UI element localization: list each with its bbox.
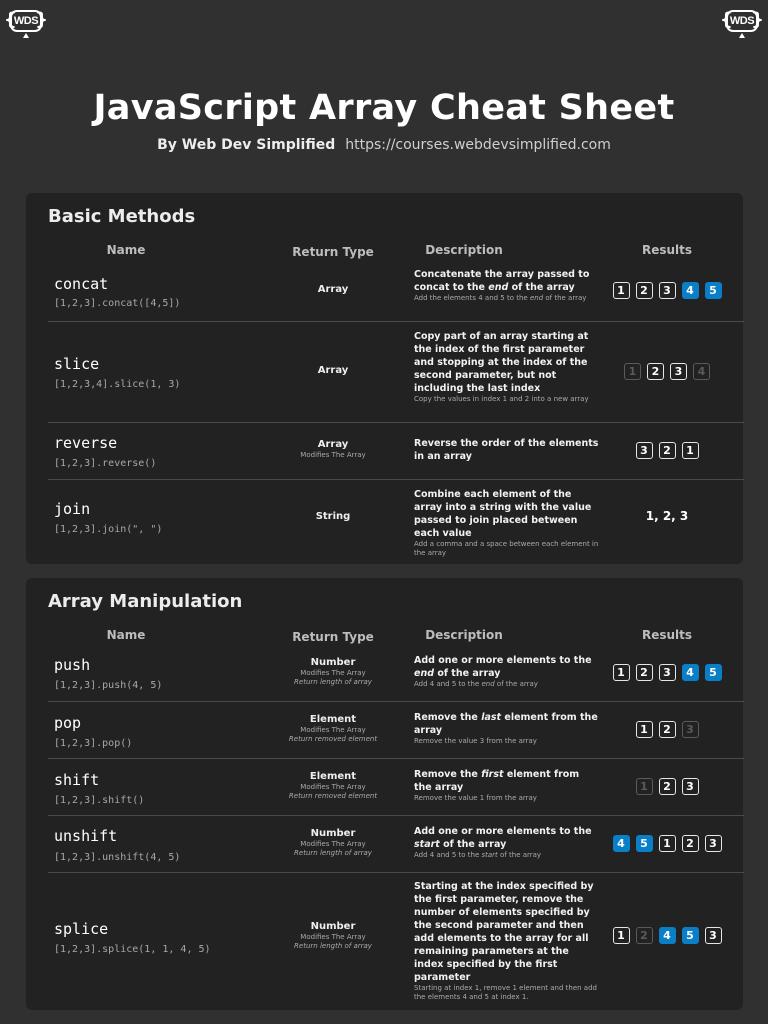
- description-example: Add 4 and 5 to the end of the array: [414, 680, 538, 688]
- logo-text: WDS: [10, 10, 42, 32]
- section-title: Basic Methods: [48, 206, 196, 227]
- modifies-note: Modifies The Array: [300, 933, 366, 941]
- result-value-box: 2: [647, 363, 664, 380]
- result-value-box: 1: [659, 835, 676, 852]
- method-row-join: [48, 480, 744, 558]
- method-example: [1,2,3].concat([4,5]): [54, 298, 181, 309]
- col-description: Description: [425, 243, 503, 257]
- method-name: concat: [54, 275, 109, 293]
- result-value-box: 2: [659, 721, 676, 738]
- result-value-box: 2: [659, 778, 676, 795]
- course-link[interactable]: https://courses.webdevsimplified.com: [345, 137, 611, 153]
- result-value-box: 5: [682, 927, 699, 944]
- wds-logo-right: [722, 8, 762, 38]
- author-credit: By Web Dev Simplified: [157, 137, 336, 153]
- return-type-value: Element: [309, 771, 357, 782]
- result-value-box: 5: [705, 282, 722, 299]
- returns-note: Return length of array: [294, 678, 372, 686]
- description-example: Add a comma and a space between each element in the array: [414, 540, 599, 557]
- method-example: [1,2,3].shift(): [54, 795, 145, 806]
- result-value-box: 3: [705, 927, 722, 944]
- method-example: [1,2,3].splice(1, 1, 4, 5): [54, 944, 211, 955]
- wds-logo-left: [6, 8, 46, 38]
- result-value-box: 3: [705, 835, 722, 852]
- method-name: unshift: [54, 827, 118, 845]
- description-example: Remove the value 3 from the array: [414, 737, 537, 745]
- description-example: Add the elements 4 and 5 to the end of the array: [414, 294, 587, 302]
- result-value-box: 1: [613, 664, 630, 681]
- method-example: [1,2,3].reverse(): [54, 458, 157, 469]
- section-title: Array Manipulation: [48, 591, 243, 612]
- description-example: Remove the value 1 from the array: [414, 794, 537, 802]
- description-text: Concatenate the array passed to concat to the end of the array: [414, 269, 590, 293]
- return-type-value: Number: [310, 657, 356, 668]
- method-name: reverse: [54, 434, 118, 452]
- col-name: Name: [106, 243, 146, 257]
- method-row-shift: [48, 759, 744, 816]
- result-value-box: 1: [613, 927, 630, 944]
- return-type: [278, 714, 388, 744]
- brace-left-icon: {: [720, 9, 733, 30]
- description: [414, 437, 600, 463]
- result-value-box: 1: [624, 363, 641, 380]
- return-type: [278, 511, 388, 522]
- result-value-box: 3: [682, 778, 699, 795]
- description: [414, 654, 600, 689]
- col-results: Results: [641, 628, 693, 642]
- basic-methods-card: [26, 193, 743, 564]
- result-value-box: 4: [613, 835, 630, 852]
- description-text: Copy part of an array starting at the index of the first parameter and stopping at the index of the second parameter, but not including the last index: [414, 331, 589, 394]
- return-type-value: Number: [310, 828, 356, 839]
- return-type: [278, 921, 388, 951]
- return-type: [278, 439, 388, 460]
- return-type: [278, 284, 388, 295]
- col-return-type: Return Type: [292, 245, 374, 259]
- col-results: Results: [641, 243, 693, 257]
- modifies-note: Modifies The Array: [300, 726, 366, 734]
- col-description: Description: [425, 628, 503, 642]
- array-manipulation-card: [26, 578, 743, 1010]
- return-type-value: Element: [309, 714, 357, 725]
- method-row-reverse: [48, 423, 744, 480]
- result-boxes: [603, 363, 731, 380]
- description-example: Copy the values in index 1 and 2 into a new array: [414, 395, 589, 403]
- description-text: Starting at the index specified by the first parameter, remove the number of elements specified by the second parameter and then add elements to the array for all remaining parameters at the index specified by the first parameter: [414, 881, 594, 983]
- return-type-value: Number: [310, 921, 356, 932]
- result-value-box: 3: [659, 664, 676, 681]
- logo-text: WDS: [726, 10, 758, 32]
- result-boxes: [603, 927, 731, 944]
- return-type-value: Array: [317, 439, 349, 450]
- brace-right-icon: }: [35, 9, 48, 30]
- modifies-note: Modifies The Array: [300, 840, 366, 848]
- return-type-value: String: [315, 511, 351, 522]
- result-boxes: [603, 442, 731, 459]
- page-title: JavaScript Array Cheat Sheet: [93, 88, 675, 128]
- method-example: [1,2,3,4].slice(1, 3): [54, 379, 181, 390]
- method-row-pop: [48, 702, 744, 759]
- description: [414, 488, 600, 558]
- method-row-push: [48, 650, 744, 702]
- col-return-type: Return Type: [292, 630, 374, 644]
- description: [414, 825, 600, 860]
- result-boxes: [603, 282, 731, 299]
- result-value-box: 5: [705, 664, 722, 681]
- modifies-note: Modifies The Array: [300, 669, 366, 677]
- description-text: Add one or more elements to the start of the array: [414, 826, 592, 850]
- description-example: Add 4 and 5 to the start of the array: [414, 851, 542, 859]
- returns-note: Return removed element: [288, 735, 378, 743]
- result-value-box: 1: [636, 778, 653, 795]
- method-name: slice: [54, 355, 100, 373]
- description: [414, 768, 600, 803]
- modifies-note: Modifies The Array: [300, 783, 366, 791]
- result-boxes: [603, 835, 731, 852]
- result-value-box: 1: [613, 282, 630, 299]
- method-name: pop: [54, 714, 82, 732]
- result-boxes: [603, 664, 731, 681]
- return-type: [278, 771, 388, 801]
- result-value-box: 1: [636, 721, 653, 738]
- return-type-value: Array: [317, 365, 349, 376]
- method-row-slice: [48, 322, 744, 423]
- result-value-box: 3: [670, 363, 687, 380]
- returns-note: Return length of array: [294, 849, 372, 857]
- method-example: [1,2,3].push(4, 5): [54, 680, 163, 691]
- method-row-splice: [48, 873, 744, 1001]
- col-name: Name: [106, 628, 146, 642]
- result-value-box: 5: [636, 835, 653, 852]
- description: [414, 330, 600, 404]
- returns-note: Return removed element: [288, 792, 378, 800]
- logo-tail-icon: [739, 33, 745, 38]
- description: [414, 711, 600, 746]
- result-value-box: 2: [636, 282, 653, 299]
- result-boxes: [603, 778, 731, 795]
- method-row-unshift: [48, 816, 744, 873]
- result-value-box: 3: [659, 282, 676, 299]
- description-text: Remove the last element from the array: [414, 712, 598, 736]
- return-type: [278, 657, 388, 687]
- method-name: shift: [54, 771, 100, 789]
- return-type: [278, 828, 388, 858]
- result-value-box: 4: [682, 282, 699, 299]
- brace-right-icon: }: [751, 9, 764, 30]
- brace-left-icon: {: [4, 9, 17, 30]
- method-example: [1,2,3].pop(): [54, 738, 133, 749]
- description-text: Combine each element of the array into a string with the value passed to join placed between each value: [414, 489, 592, 539]
- description-text: Remove the first element from the array: [414, 769, 580, 793]
- result-value-box: 4: [682, 664, 699, 681]
- result-boxes: [603, 721, 731, 738]
- method-row-concat: [48, 265, 744, 322]
- description-text: Reverse the order of the elements in an array: [414, 438, 599, 462]
- description: [414, 880, 600, 1002]
- result-value-box: 3: [636, 442, 653, 459]
- subtitle: [0, 137, 768, 153]
- result-value-box: 3: [682, 721, 699, 738]
- result-value-box: 2: [636, 664, 653, 681]
- description-example: Starting at index 1, remove 1 element and then add the elements 4 and 5 at index 1.: [414, 984, 597, 1001]
- result-value-box: 2: [636, 927, 653, 944]
- result-value-box: 4: [693, 363, 710, 380]
- result-value-box: 1: [682, 442, 699, 459]
- method-name: splice: [54, 920, 109, 938]
- result-value-box: 2: [659, 442, 676, 459]
- result-string: 1, 2, 3: [645, 509, 689, 523]
- return-type: [278, 365, 388, 376]
- method-example: [1,2,3].unshift(4, 5): [54, 852, 181, 863]
- modifies-note: Modifies The Array: [300, 451, 366, 459]
- description: [414, 268, 600, 303]
- result-value-box: 2: [682, 835, 699, 852]
- method-name: push: [54, 656, 91, 674]
- description-text: Add one or more elements to the end of the array: [414, 655, 592, 679]
- returns-note: Return length of array: [294, 942, 372, 950]
- method-name: join: [54, 500, 91, 518]
- result-value-box: 4: [659, 927, 676, 944]
- logo-tail-icon: [23, 33, 29, 38]
- return-type-value: Array: [317, 284, 349, 295]
- method-example: [1,2,3].join(", "): [54, 524, 163, 535]
